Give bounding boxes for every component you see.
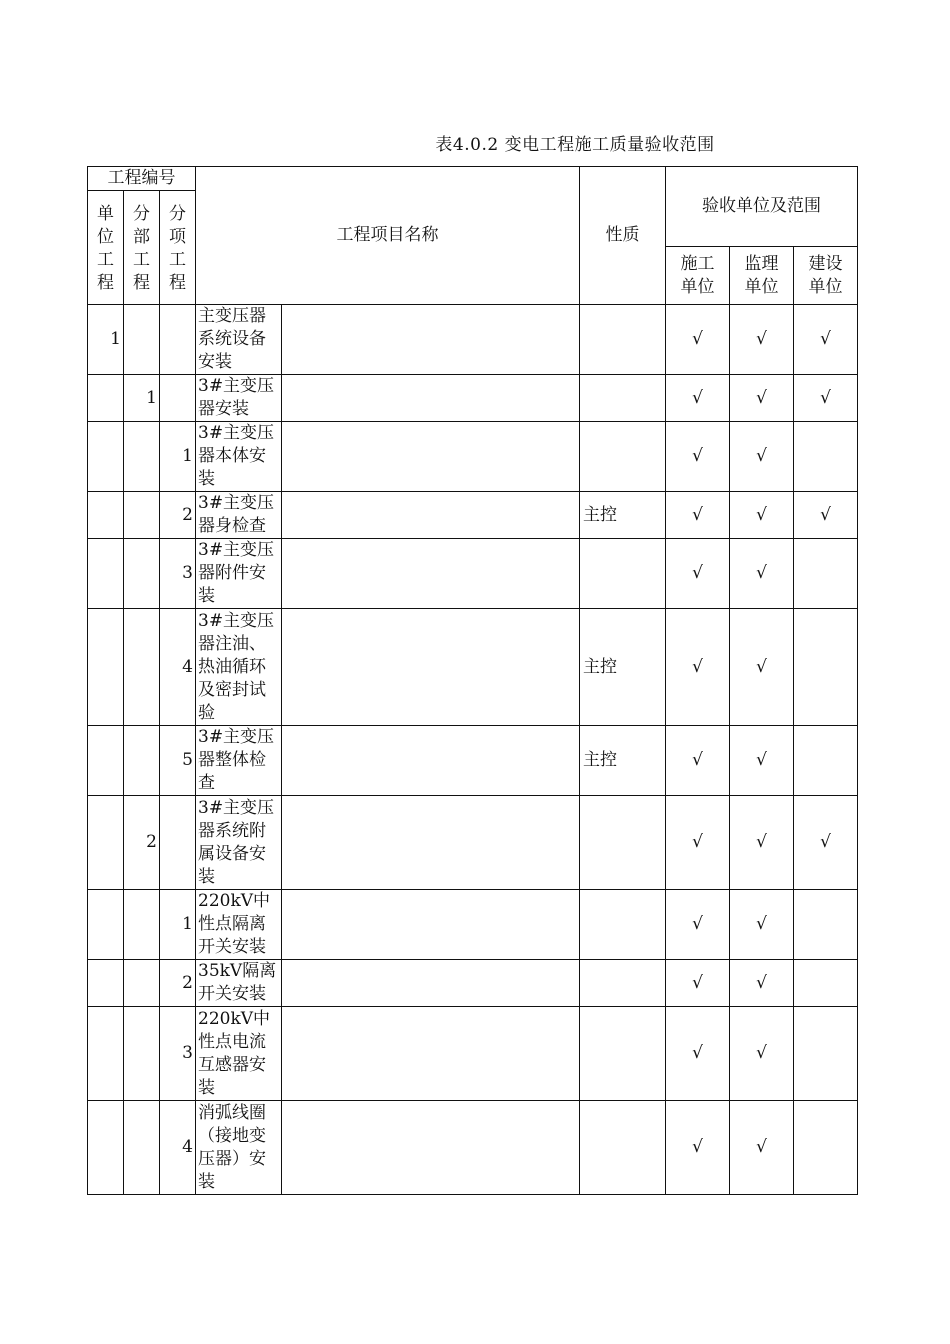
header-sub-project — [124, 191, 160, 305]
row-supervision-check: √ — [730, 1007, 794, 1101]
row-construction-check: √ — [666, 890, 730, 960]
table-row — [88, 1101, 858, 1195]
header-acceptance-group: 验收单位及范围 — [666, 167, 858, 247]
row-property — [580, 375, 666, 422]
row-sub-number — [124, 539, 160, 609]
row-name-extra — [282, 1007, 580, 1101]
row-unit-number — [88, 890, 124, 960]
row-supervision-check: √ — [730, 422, 794, 492]
header-item-project-text: 分项工程 — [169, 203, 186, 293]
table-row — [88, 422, 858, 492]
header-construction-text: 施工单位 — [680, 253, 715, 297]
row-sub-number — [124, 492, 160, 539]
row-sub-number — [124, 609, 160, 726]
header-project-name: 工程项目名称 — [196, 167, 580, 305]
row-property: 主控 — [580, 492, 666, 539]
row-project-name: 220kV中性点电流互感器安装 — [196, 1007, 282, 1101]
table-row — [88, 492, 858, 539]
row-item-number: 4 — [160, 609, 196, 726]
row-owner-check — [794, 539, 858, 609]
row-sub-number — [124, 960, 160, 1007]
row-item-number — [160, 796, 196, 890]
row-name-extra — [282, 539, 580, 609]
row-owner-check — [794, 726, 858, 796]
row-item-number: 2 — [160, 492, 196, 539]
row-property — [580, 960, 666, 1007]
row-construction-check: √ — [666, 1101, 730, 1195]
row-item-number: 5 — [160, 726, 196, 796]
table-row — [88, 726, 858, 796]
row-sub-number — [124, 1007, 160, 1101]
row-sub-number: 1 — [124, 375, 160, 422]
row-project-name: 35kV隔离开关安装 — [196, 960, 282, 1007]
row-unit-number — [88, 796, 124, 890]
header-property: 性质 — [580, 167, 666, 305]
row-supervision-check: √ — [730, 375, 794, 422]
header-code-group: 工程编号 — [88, 167, 196, 191]
row-name-extra — [282, 890, 580, 960]
row-name-extra — [282, 375, 580, 422]
row-unit-number — [88, 375, 124, 422]
row-name-extra — [282, 422, 580, 492]
row-project-name: 3#主变压器注油、热油循环及密封试验 — [196, 609, 282, 726]
row-item-number: 1 — [160, 890, 196, 960]
acceptance-scope-table — [87, 166, 858, 1195]
row-project-name: 220kV中性点隔离开关安装 — [196, 890, 282, 960]
row-supervision-check: √ — [730, 960, 794, 1007]
row-construction-check: √ — [666, 375, 730, 422]
table-row — [88, 375, 858, 422]
row-supervision-check: √ — [730, 726, 794, 796]
header-owner-text: 建设单位 — [808, 253, 843, 297]
row-unit-number — [88, 1101, 124, 1195]
header-supervision — [730, 247, 794, 305]
row-project-name: 3#主变压器整体检查 — [196, 726, 282, 796]
row-property — [580, 305, 666, 375]
row-construction-check: √ — [666, 1007, 730, 1101]
row-construction-check: √ — [666, 492, 730, 539]
row-unit-number: 1 — [88, 305, 124, 375]
row-property — [580, 796, 666, 890]
row-owner-check — [794, 1007, 858, 1101]
row-sub-number: 2 — [124, 796, 160, 890]
row-name-extra — [282, 609, 580, 726]
row-project-name: 3#主变压器附件安装 — [196, 539, 282, 609]
row-property: 主控 — [580, 726, 666, 796]
row-item-number — [160, 375, 196, 422]
row-property — [580, 1007, 666, 1101]
row-name-extra — [282, 1101, 580, 1195]
row-owner-check — [794, 609, 858, 726]
row-construction-check: √ — [666, 726, 730, 796]
row-project-name: 主变压器系统设备安装 — [196, 305, 282, 375]
table-row — [88, 796, 858, 890]
row-construction-check: √ — [666, 305, 730, 375]
table-row — [88, 305, 858, 375]
row-supervision-check: √ — [730, 305, 794, 375]
row-owner-check: √ — [794, 375, 858, 422]
row-construction-check: √ — [666, 422, 730, 492]
row-unit-number — [88, 539, 124, 609]
row-property: 主控 — [580, 609, 666, 726]
table-row — [88, 539, 858, 609]
row-supervision-check: √ — [730, 492, 794, 539]
row-property — [580, 890, 666, 960]
row-sub-number — [124, 1101, 160, 1195]
header-unit-project — [88, 191, 124, 305]
row-project-name: 3#主变压器安装 — [196, 375, 282, 422]
row-property — [580, 422, 666, 492]
row-construction-check: √ — [666, 796, 730, 890]
row-unit-number — [88, 492, 124, 539]
row-project-name: 消弧线圈（接地变压器）安装 — [196, 1101, 282, 1195]
row-owner-check: √ — [794, 492, 858, 539]
header-supervision-text: 监理单位 — [744, 253, 779, 297]
row-unit-number — [88, 726, 124, 796]
row-supervision-check: √ — [730, 796, 794, 890]
row-project-name: 3#主变压器身检查 — [196, 492, 282, 539]
row-owner-check: √ — [794, 305, 858, 375]
row-supervision-check: √ — [730, 890, 794, 960]
row-unit-number — [88, 1007, 124, 1101]
row-sub-number — [124, 422, 160, 492]
row-sub-number — [124, 890, 160, 960]
row-unit-number — [88, 422, 124, 492]
row-property — [580, 539, 666, 609]
row-item-number: 4 — [160, 1101, 196, 1195]
header-owner — [794, 247, 858, 305]
row-sub-number — [124, 726, 160, 796]
row-name-extra — [282, 492, 580, 539]
row-name-extra — [282, 960, 580, 1007]
row-unit-number — [88, 609, 124, 726]
row-item-number: 1 — [160, 422, 196, 492]
row-supervision-check: √ — [730, 1101, 794, 1195]
row-construction-check: √ — [666, 609, 730, 726]
header-unit-project-text: 单位工程 — [97, 203, 114, 293]
table-row — [88, 609, 858, 726]
header-construction — [666, 247, 730, 305]
row-project-name: 3#主变压器系统附属设备安装 — [196, 796, 282, 890]
row-construction-check: √ — [666, 539, 730, 609]
row-name-extra — [282, 796, 580, 890]
row-unit-number — [88, 960, 124, 1007]
row-owner-check — [794, 960, 858, 1007]
table-row — [88, 890, 858, 960]
row-item-number: 3 — [160, 539, 196, 609]
row-supervision-check: √ — [730, 539, 794, 609]
table-title: 表4.0.2 变电工程施工质量验收范围 — [435, 135, 715, 155]
row-owner-check — [794, 422, 858, 492]
row-construction-check: √ — [666, 960, 730, 1007]
row-sub-number — [124, 305, 160, 375]
row-project-name: 3#主变压器本体安装 — [196, 422, 282, 492]
row-name-extra — [282, 305, 580, 375]
row-owner-check: √ — [794, 796, 858, 890]
header-item-project — [160, 191, 196, 305]
row-owner-check — [794, 1101, 858, 1195]
row-owner-check — [794, 890, 858, 960]
table-row — [88, 1007, 858, 1101]
row-supervision-check: √ — [730, 609, 794, 726]
header-sub-project-text: 分部工程 — [133, 203, 150, 293]
row-item-number — [160, 305, 196, 375]
row-name-extra — [282, 726, 580, 796]
row-item-number: 2 — [160, 960, 196, 1007]
row-item-number: 3 — [160, 1007, 196, 1101]
row-property — [580, 1101, 666, 1195]
table-row — [88, 960, 858, 1007]
